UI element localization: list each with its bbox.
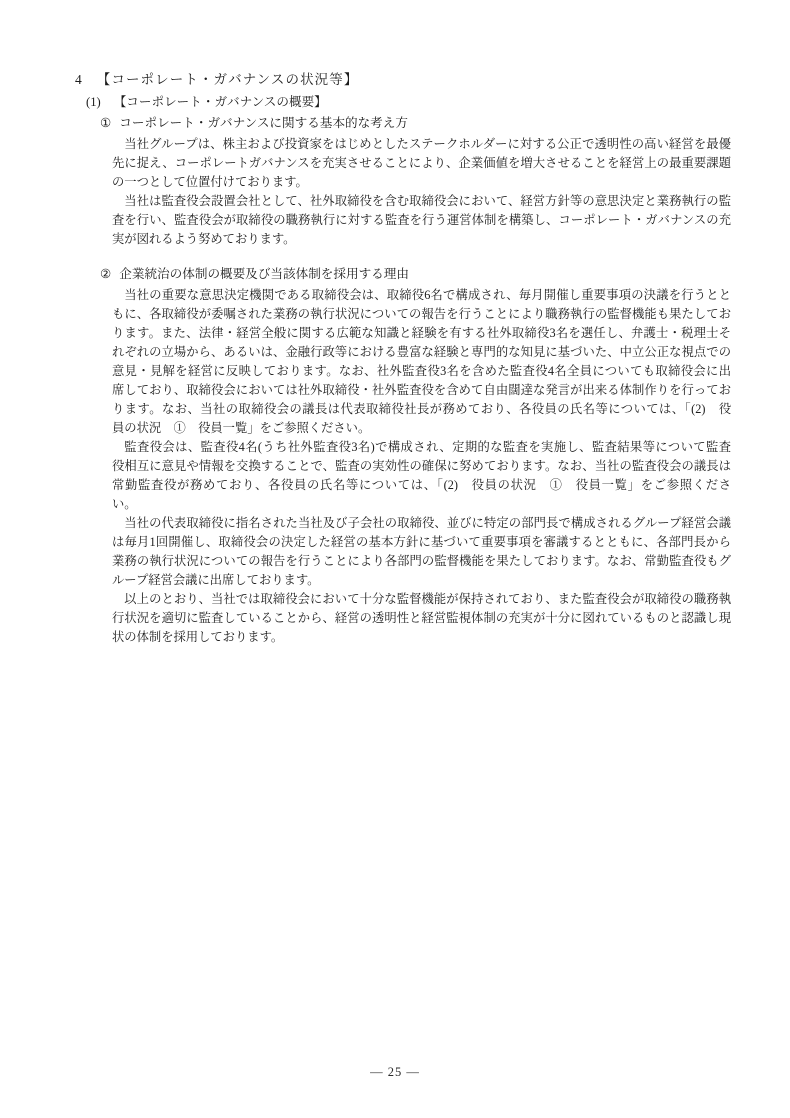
text-line: 意見・見解を経営に反映しております。なお、社外監査役3名を含めた監査役4名全員についても取締役会に出 <box>112 364 731 378</box>
text-line: 席しており、取締役会においては社外取締役・社外監査役を含めて自由闊達な発言が出来る体制作りを行ってお <box>112 383 731 397</box>
paragraph <box>112 135 731 192</box>
item-2-body <box>112 286 731 647</box>
main-heading-title: 【コーポレート・ガバナンスの状況等】 <box>96 72 359 87</box>
item-2-title: 企業統治の体制の概要及び当該体制を採用する理由 <box>119 267 409 281</box>
main-heading <box>75 70 358 89</box>
text-line: い。 <box>112 497 137 511</box>
text-line: 以上のとおり、当社では取締役会において十分な監督機能が保持されており、また監査役会が取締役の職務執 <box>124 592 731 606</box>
item-1-title: コーポレート・ガバナンスに関する基本的な考え方 <box>119 116 408 130</box>
paragraph <box>112 514 731 590</box>
paragraph <box>112 192 731 249</box>
text-line: は毎月1回開催し、取締役会の決定した経営の基本方針に基づいて重要事項を審議するとともに、各部門長から <box>112 535 731 549</box>
paragraph <box>112 286 731 438</box>
text-line: 員の状況 ① 役員一覧」をご参照ください。 <box>112 421 371 435</box>
paragraph <box>112 590 731 647</box>
main-heading-number: 4 <box>75 72 82 87</box>
item-2-heading <box>100 265 409 284</box>
item-1-body <box>112 135 731 249</box>
paragraph <box>112 438 731 514</box>
text-line: 役相互に意見や情報を交換することで、監査の実効性の確保に努めております。なお、当社の監査役会の議長は <box>112 459 731 473</box>
item-1-heading <box>100 114 408 133</box>
text-line: 査を行い、監査役会が取締役の職務執行に対する監査を行う運営体制を構築し、コーポレート・ガバナンスの充 <box>112 213 731 227</box>
sub-heading-title: 【コーポレート・ガバナンスの概要】 <box>113 95 327 109</box>
text-line: 監査役会は、監査役4名(うち社外監査役3名)で構成され、定期的な監査を実施し、監査結果等について監査 <box>124 440 731 454</box>
page-number: ― 25 ― <box>370 1065 420 1079</box>
text-line: ループ経営会議に出席しております。 <box>112 573 320 587</box>
sub-heading <box>86 93 327 112</box>
text-line: 実が図れるよう努めております。 <box>112 232 296 246</box>
text-line: ります。また、法律・経営全般に関する広範な知識と経験を有する社外取締役3名を選任し、弁護士・税理士そ <box>112 326 731 340</box>
text-line: 業務の執行状況についての報告を行うことにより各部門の監督機能を果たしております。なお、常勤監査役もグ <box>112 554 731 568</box>
text-line: 常勤監査役が務めており、各役員の氏名等については、「(2) 役員の状況 ① 役員一覧」をご参照くださ <box>112 478 731 492</box>
text-line: 先に捉え、コーポレートガバナンスを充実させることにより、企業価値を増大させることを経営上の最重要課題 <box>112 156 731 170</box>
text-line: 当社は監査役会設置会社として、社外取締役を含む取締役会において、経営方針等の意思決定と業務執行の監 <box>124 194 731 208</box>
text-line: ります。なお、当社の取締役会の議長は代表取締役社長が務めており、各役員の氏名等については、「(2) 役 <box>112 402 731 416</box>
text-line: 当社グループは、株主および投資家をはじめとしたステークホルダーに対する公正で透明性の高い経営を最優 <box>124 137 731 151</box>
sub-heading-number: (1) <box>86 95 101 109</box>
text-line: 行状況を適切に監査していることから、経営の透明性と経営監視体制の充実が十分に図れているものと認識し現 <box>112 611 731 625</box>
item-1-marker: ① <box>100 116 112 130</box>
text-line: 当社の代表取締役に指名された当社及び子会社の取締役、並びに特定の部門長で構成されるグループ経営会議 <box>124 516 731 530</box>
text-line: もに、各取締役が委嘱された業務の執行状況についての報告を行うことにより職務執行の監督機能も果たしてお <box>112 307 731 321</box>
text-line: 状の体制を採用しております。 <box>112 630 284 644</box>
item-2-marker: ② <box>100 267 112 281</box>
text-line: の一つとして位置付けております。 <box>112 175 308 189</box>
text-line: 当社の重要な意思決定機関である取締役会は、取締役6名で構成され、毎月開催し重要事項の決議を行うとと <box>124 288 731 302</box>
text-line: れぞれの立場から、あるいは、金融行政等における豊富な経験と専門的な知見に基づいた、中立公正な視点での <box>112 345 731 359</box>
